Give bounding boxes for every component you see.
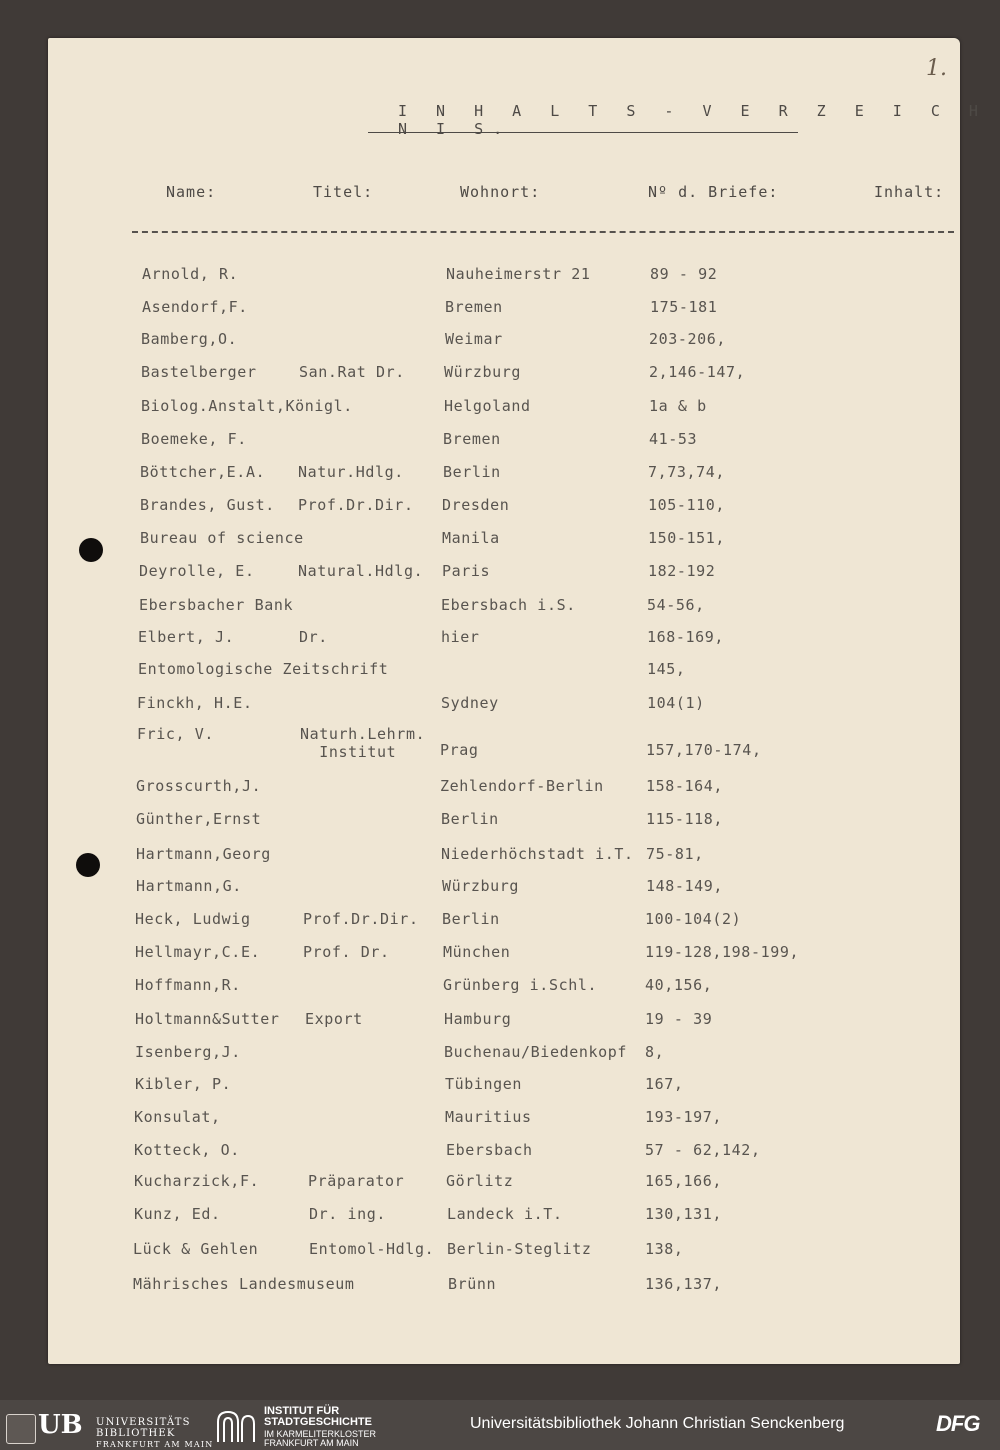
entry-name: Bamberg,O.: [141, 330, 238, 348]
entry-letters: 41-53: [649, 430, 698, 448]
entry-place: hier: [441, 628, 480, 646]
entry-place: Grünberg i.Schl.: [443, 976, 598, 994]
entry-name: Elbert, J.: [138, 628, 235, 646]
entry-place: Würzburg: [442, 877, 520, 895]
entry-title: Natur.Hdlg.: [298, 463, 404, 481]
entry-letters: 130,131,: [645, 1205, 723, 1223]
entry-name: Bastelberger: [141, 363, 257, 381]
entry-place: Berlin-Steglitz: [447, 1240, 592, 1258]
entry-letters: 148-149,: [646, 877, 724, 895]
library-name: Universitätsbibliothek Johann Christian Senckenberg: [470, 1415, 845, 1432]
entry-letters: 2,146-147,: [649, 363, 746, 381]
dfg-logo: DFG: [936, 1411, 980, 1436]
entry-place: Berlin: [443, 463, 501, 481]
entry-name: Brandes, Gust.: [140, 496, 275, 514]
entry-title: Entomol-Hdlg.: [309, 1240, 435, 1258]
entry-name: Isenberg,J.: [135, 1043, 241, 1061]
entry-place: Weimar: [445, 330, 503, 348]
entry-letters: 8,: [645, 1043, 665, 1061]
entry-place: Bremen: [445, 298, 503, 316]
entry-letters: 136,137,: [645, 1275, 723, 1293]
entry-letters: 57 - 62,142,: [645, 1141, 761, 1159]
entry-name: Kucharzick,F.: [134, 1172, 260, 1190]
entry-place: München: [443, 943, 511, 961]
entry-letters: 115-118,: [646, 810, 724, 828]
entry-title: Export: [305, 1010, 363, 1028]
entry-name: Mährisches Landesmuseum: [133, 1275, 355, 1293]
column-header-title: Titel:: [313, 183, 374, 201]
entry-name: Kotteck, O.: [134, 1141, 240, 1159]
entry-place: Tübingen: [445, 1075, 523, 1093]
entry-name: Hoffmann,R.: [135, 976, 241, 994]
ub-line-3: FRANKFURT AM MAIN: [96, 1440, 214, 1449]
entry-place: Hamburg: [444, 1010, 512, 1028]
ub-crest-icon: [6, 1414, 36, 1444]
entry-name: Finckh, H.E.: [137, 694, 253, 712]
column-header-place: Wohnort:: [460, 183, 541, 201]
entry-place: Sydney: [441, 694, 499, 712]
entry-name: Ebersbacher Bank: [139, 596, 294, 614]
entry-name: Asendorf,F.: [142, 298, 248, 316]
ub-line-2: BIBLIOTHEK: [96, 1428, 176, 1439]
entry-place: Berlin: [442, 910, 500, 928]
entry-letters: 19 - 39: [645, 1010, 713, 1028]
title-underline: [368, 132, 798, 133]
entry-name: Entomologische Zeitschrift: [138, 660, 389, 678]
document-title: I N H A L T S - V E R Z E I C H N I S.: [398, 102, 988, 138]
entry-title: Dr. ing.: [309, 1205, 387, 1223]
entry-name: Heck, Ludwig: [135, 910, 251, 928]
entry-letters: 158-164,: [646, 777, 724, 795]
entry-title: Dr.: [299, 628, 328, 646]
entry-name: Deyrolle, E.: [139, 562, 255, 580]
entry-place: Berlin: [441, 810, 499, 828]
entry-letters: 1a & b: [649, 397, 707, 415]
entry-title: Naturh.Lehrm. Institut: [300, 725, 426, 761]
entry-letters: 105-110,: [648, 496, 726, 514]
entry-place: Manila: [442, 529, 500, 547]
entry-letters: 40,156,: [645, 976, 713, 994]
entry-letters: 175-181: [650, 298, 718, 316]
page-number: 1.: [926, 56, 947, 81]
entry-title: Prof.Dr.Dir.: [303, 910, 419, 928]
column-header-letters: Nº d. Briefe:: [648, 183, 779, 201]
entry-name: Boemeke, F.: [141, 430, 247, 448]
entry-title: Prof.Dr.Dir.: [298, 496, 414, 514]
entry-place: Niederhöchstadt i.T.: [441, 845, 634, 863]
entry-place: Nauheimerstr 21: [446, 265, 591, 283]
entry-letters: 167,: [645, 1075, 684, 1093]
header-divider: [132, 231, 954, 233]
footer-bar: [0, 1400, 1000, 1450]
entry-place: Landeck i.T.: [447, 1205, 563, 1223]
isg-line-2: STADTGESCHICHTE: [264, 1416, 372, 1428]
entry-name: Günther,Ernst: [136, 810, 262, 828]
column-header-content: Inhalt:: [874, 183, 945, 201]
entry-letters: 119-128,198-199,: [645, 943, 800, 961]
entry-place: Dresden: [442, 496, 510, 514]
isg-arches-icon: [216, 1410, 256, 1442]
entry-place: Prag: [440, 741, 479, 759]
entry-name: Fric, V.: [137, 725, 215, 743]
entry-title: Präparator: [308, 1172, 405, 1190]
entry-name: Biolog.Anstalt,Königl.: [141, 397, 353, 415]
entry-letters: 157,170-174,: [646, 741, 762, 759]
entry-letters: 145,: [647, 660, 686, 678]
entry-letters: 138,: [645, 1240, 684, 1258]
punch-hole-top: [79, 538, 103, 562]
entry-place: Görlitz: [446, 1172, 514, 1190]
entry-name: Lück & Gehlen: [133, 1240, 259, 1258]
entry-title: San.Rat Dr.: [299, 363, 405, 381]
entry-letters: 182-192: [648, 562, 716, 580]
entry-title: Prof. Dr.: [303, 943, 390, 961]
entry-name: Hellmayr,C.E.: [135, 943, 261, 961]
ub-logo-text: UB: [38, 1410, 83, 1440]
column-header-name: Name:: [166, 183, 217, 201]
entry-name: Hartmann,G.: [136, 877, 242, 895]
entry-letters: 150-151,: [648, 529, 726, 547]
entry-name: Kibler, P.: [135, 1075, 232, 1093]
entry-place: Brünn: [448, 1275, 497, 1293]
entry-letters: 193-197,: [645, 1108, 723, 1126]
entry-place: Ebersbach i.S.: [441, 596, 576, 614]
entry-name: Grosscurth,J.: [136, 777, 262, 795]
isg-line-1: INSTITUT FÜR: [264, 1405, 340, 1417]
entry-name: Hartmann,Georg: [136, 845, 271, 863]
entry-letters: 165,166,: [645, 1172, 723, 1190]
entry-place: Buchenau/Biedenkopf: [444, 1043, 627, 1061]
entry-letters: 100-104(2): [645, 910, 742, 928]
isg-line-4: FRANKFURT AM MAIN: [264, 1438, 359, 1448]
entry-letters: 7,73,74,: [648, 463, 726, 481]
entry-place: Bremen: [443, 430, 501, 448]
punch-hole-bottom: [76, 853, 100, 877]
entry-letters: 89 - 92: [650, 265, 718, 283]
ub-line-1: UNIVERSITÄTS: [96, 1417, 191, 1428]
entry-name: Böttcher,E.A.: [140, 463, 266, 481]
entry-letters: 168-169,: [647, 628, 725, 646]
entry-name: Holtmann&Sutter: [135, 1010, 280, 1028]
entry-name: Bureau of science: [140, 529, 304, 547]
isg-line-3: IM KARMELITERKLOSTER: [264, 1429, 377, 1439]
entry-name: Kunz, Ed.: [134, 1205, 221, 1223]
entry-place: Zehlendorf-Berlin: [440, 777, 604, 795]
entry-letters: 54-56,: [647, 596, 705, 614]
entry-letters: 75-81,: [646, 845, 704, 863]
entry-place: Helgoland: [444, 397, 531, 415]
entry-letters: 203-206,: [649, 330, 727, 348]
entry-letters: 104(1): [647, 694, 705, 712]
entry-title: Natural.Hdlg.: [298, 562, 424, 580]
entry-place: Paris: [442, 562, 491, 580]
entry-name: Arnold, R.: [142, 265, 239, 283]
entry-name: Konsulat,: [134, 1108, 221, 1126]
entry-place: Würzburg: [444, 363, 522, 381]
entry-place: Mauritius: [445, 1108, 532, 1126]
entry-place: Ebersbach: [446, 1141, 533, 1159]
